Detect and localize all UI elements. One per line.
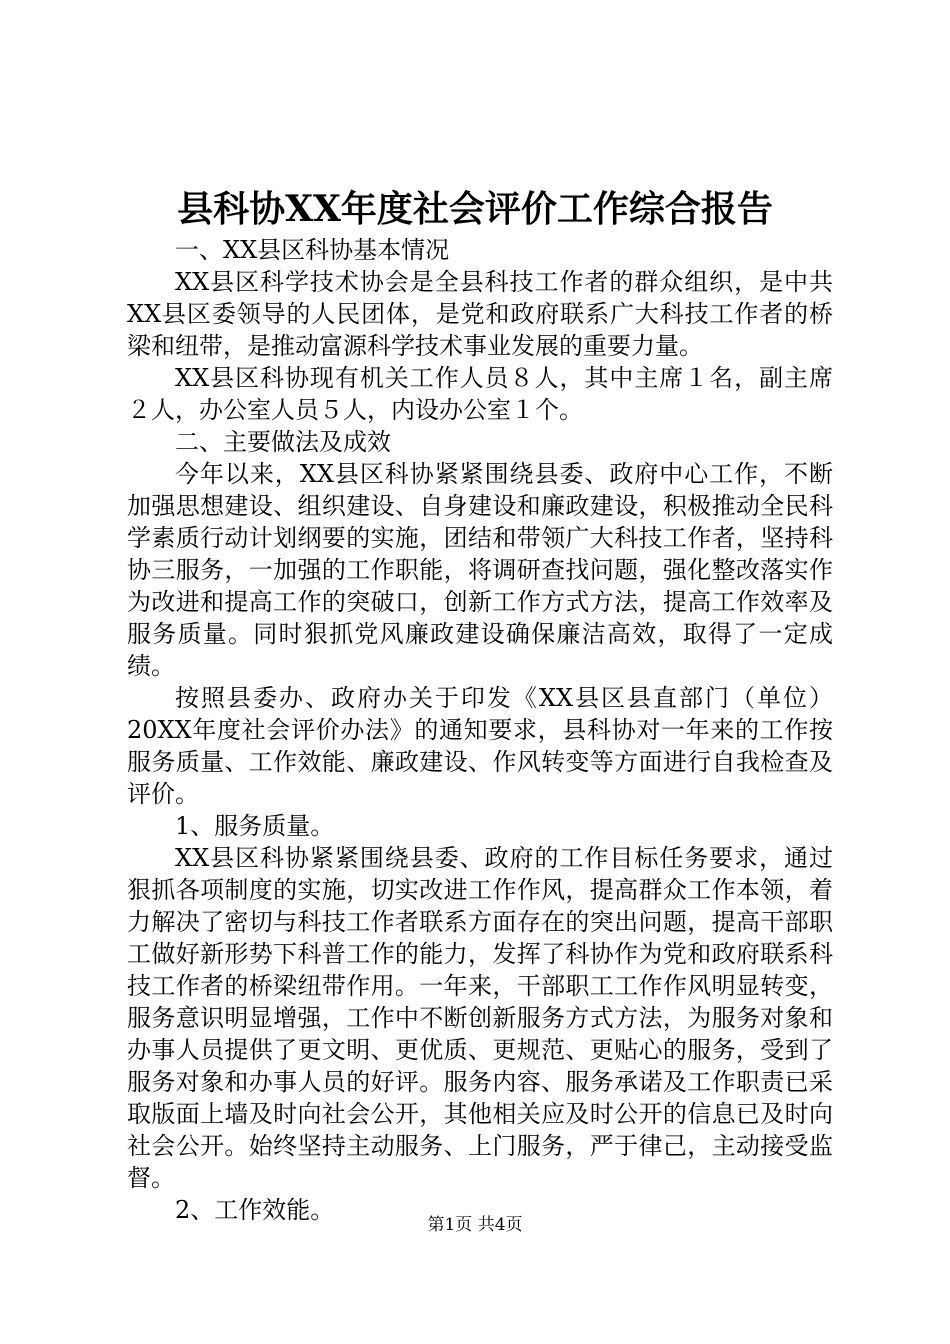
subsection-heading-1: 1、服务质量。 <box>175 812 335 840</box>
section-heading-2: 二、主要做法及成效 <box>175 428 391 456</box>
paragraph: XX县区科协紧紧围绕县委、政府的工作目标任务要求，通过狠抓各项制度的实施，切实改进工作作风，提高群众工作本领，着力解决了密切与科技工作者联系方面存在的突出问题，提高干部职工做好新形势下科普工作的能力，发挥了科协作为党和政府联系科技工作者的桥梁纽带作用。一年来，干部职工工作作风明显转变，服务意识明显增强，工作中不断创新服务方式方法，为服务对象和办事人员提供了更文明、更优质、更规范、更贴心的服务，受到了服务对象和办事人员的好评。服务内容、服务承诺及工作职责已采取版面上墙及时向社会公开，其他相关应及时公开的信息已及时向社会公开。始终坚持主动服务、上门服务，严于律己，主动接受监督。 <box>127 844 833 1192</box>
document-title: 县科协XX年度社会评价工作综合报告 <box>177 188 773 230</box>
document-body <box>127 234 833 1226</box>
paragraph: XX县区科学技术协会是全县科技工作者的群众组织，是中共XX县区委领导的人民团体，是党和政府联系广大科技工作者的桥梁和纽带，是推动富源科学技术事业发展的重要力量。 <box>127 268 833 360</box>
paragraph: XX县区科协现有机关工作人员８人，其中主席１名，副主席２人，办公室人员５人，内设办公室１个。 <box>127 364 833 424</box>
section-heading-1: 一、XX县区科协基本情况 <box>175 236 450 264</box>
paragraph: 按照县委办、政府办关于印发《XX县区县直部门（单位）20XX年度社会评价办法》的通知要求，县科协对一年来的工作按服务质量、工作效能、廉政建设、作风转变等方面进行自我检查及评价。 <box>127 684 833 808</box>
page-footer: 第1页 共4页 <box>427 1215 523 1235</box>
subsection-heading-2: 2、工作效能。 <box>175 1196 335 1224</box>
paragraph: 今年以来，XX县区科协紧紧围绕县委、政府中心工作，不断加强思想建设、组织建设、自身建设和廉政建设，积极推动全民科学素质行动计划纲要的实施，团结和带领广大科技工作者，坚持科协三服务，一加强的工作职能，将调研查找问题，强化整改落实作为改进和提高工作的突破口，创新工作方式方法，提高工作效率及服务质量。同时狠抓党风廉政建设确保廉洁高效，取得了一定成绩。 <box>127 460 833 680</box>
